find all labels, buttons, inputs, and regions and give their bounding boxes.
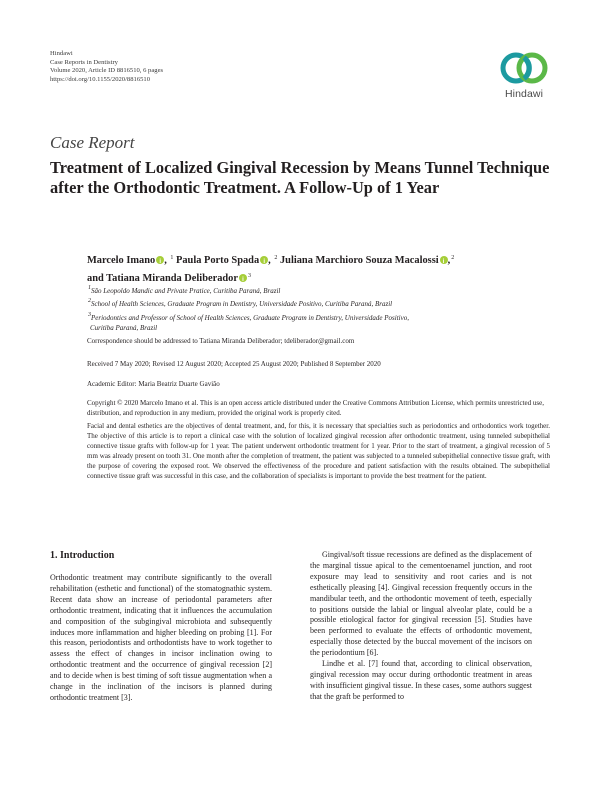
author-name[interactable]: Paula Porto Spada: [176, 255, 260, 266]
body-column-right: [310, 550, 532, 703]
volume-info: Volume 2020, Article ID 8816510, 6 pages: [50, 67, 164, 75]
article-title: Treatment of Localized Gingival Recession by Means Tunnel Technique after the Orthodontic Treatment. A Follow-Up of 1 Year: [50, 158, 550, 197]
paragraph: Lindhe et al. [7] found that, according to clinical observation, gingival recession may occur during orthodontic treatment in areas with insufficient gingival tissue. In these cases, some authors suggest that the graft be performed to: [310, 659, 532, 701]
hindawi-logo-icon: [494, 48, 554, 88]
orcid-icon[interactable]: [440, 256, 448, 264]
article-type: Case Report: [50, 133, 135, 152]
affiliation: $^3$Periodontics and Professor of School of Health Sciences, Graduate Program in Dentistry, Universidade Positivo,: [88, 311, 409, 322]
orcid-icon[interactable]: [260, 256, 268, 264]
body-column-left: [50, 573, 272, 704]
journal-header: [50, 50, 163, 84]
copyright-notice: Copyright © 2020 Marcelo Imano et al. This is an open access article distributed under the Creative Commons Attribution License, which permits unrestricted use, distribution, and reproduction in any medium, provided the original work is properly cited.: [87, 399, 544, 417]
journal-name: Case Reports in Dentistry: [50, 58, 118, 66]
orcid-icon[interactable]: [239, 274, 247, 282]
paragraph: Gingival/soft tissue recessions are defined as the displacement of the marginal tissue apical to the cementoenamel junction, and root exposure may lead to sensitivity and root caries and is not esthetically pleasing [4]. Gingival recession frequently occurs in the mandibular teeth, and the orthodontic movement of teeth, especially to positions outside the labial or lingual alveolar plate, could be a possible etiological factor for gingival recession [5]. Studies have been performed to evaluate the effects of orthodontic movement, especially those detected by the buccal movement of the incisors on the periodontium [6].: [310, 550, 532, 658]
publication-dates: Received 7 May 2020; Revised 12 August 2020; Accepted 25 August 2020; Published 8 September 2020: [87, 360, 381, 368]
affiliation: $^2$School of Health Sciences, Graduate Program in Dentistry, Universidade Positivo, Curitiba Paraná, Brazil: [88, 298, 393, 309]
author-name[interactable]: and Tatiana Miranda Deliberador: [87, 272, 238, 284]
publisher-name: Hindawi: [50, 50, 73, 57]
hindawi-logo: [494, 48, 554, 104]
affiliation-continued: Curitiba Paraná, Brazil: [90, 324, 158, 333]
affiliation: $^1$São Leopoldo Mandic and Private Pratice, Curitiba Paraná, Brazil: [88, 285, 281, 295]
author-name[interactable]: Juliana Marchioro Souza Macalossi: [279, 255, 439, 266]
author-name[interactable]: Marcelo Imano: [87, 255, 156, 266]
author-list: Marcelo Imanoi , $^1$ Paula Porto Spadai , $^2$ Juliana Marchioro Souza Macalossii ,$^2$ and Tatiana Miranda Deliberadori $^3$: [87, 251, 527, 286]
orcid-icon[interactable]: [156, 256, 164, 264]
section-heading: 1. Introduction: [50, 550, 115, 561]
paragraph: Orthodontic treatment may contribute significantly to the overall rehabilitation (esthetic and functional) of the stomatognathic system. Recent data show an increase of periodontal parameters after orthodontic treatment, indicating that it influences the accumulation and composition of the subgingival microbiota and subsequently induces more inflammation and higher bleeding on probing [1]. For this reason, periodontists and orthodontists have to work together to assess the effect of changes in incisor inclination owing to orthodontic treatment and the occurrence of gingival recession [2] and to decide when is best timing of soft tissue augmentation when a change in the inclination of the incisors is planned during orthodontic treatment [3].: [50, 573, 272, 702]
abstract: Facial and dental esthetics are the objectives of dental treatment, and, for this, it is necessary that specialties such as periodontics and orthodontics work together. The objective of this article is to report a clinical case with the solution of localized gingival recession after orthodontic treatment, using tunneled subepithelial connective tissue grafts with follow-up for 1 year. The patient underwent orthodontic treatment for 1 year. Prior to the start of treatment, a gingival recession of 5 mm was already present on tooth 31. One month after the completion of treatment, the patient was subjected to a tunneled subepithelial connective tissue graft, with the purpose of covering the exposed root. We observed the effectiveness of the procedure and patient satisfaction with the results obtained. The subepithelial connective tissue graft was successful in this case, and the collaboration of specialists is important to provide the best treatment for the patient.: [87, 422, 550, 480]
affiliations: [87, 283, 527, 334]
doi-link[interactable]: https://doi.org/10.1155/2020/8816510: [50, 75, 151, 83]
academic-editor: Academic Editor: Maria Beatriz Duarte Gavião: [87, 380, 220, 388]
hindawi-logo-text: Hindawi: [504, 88, 544, 100]
correspondence: Correspondence should be addressed to Tatiana Miranda Deliberador; tdeliberador@gmail.com: [87, 337, 355, 345]
